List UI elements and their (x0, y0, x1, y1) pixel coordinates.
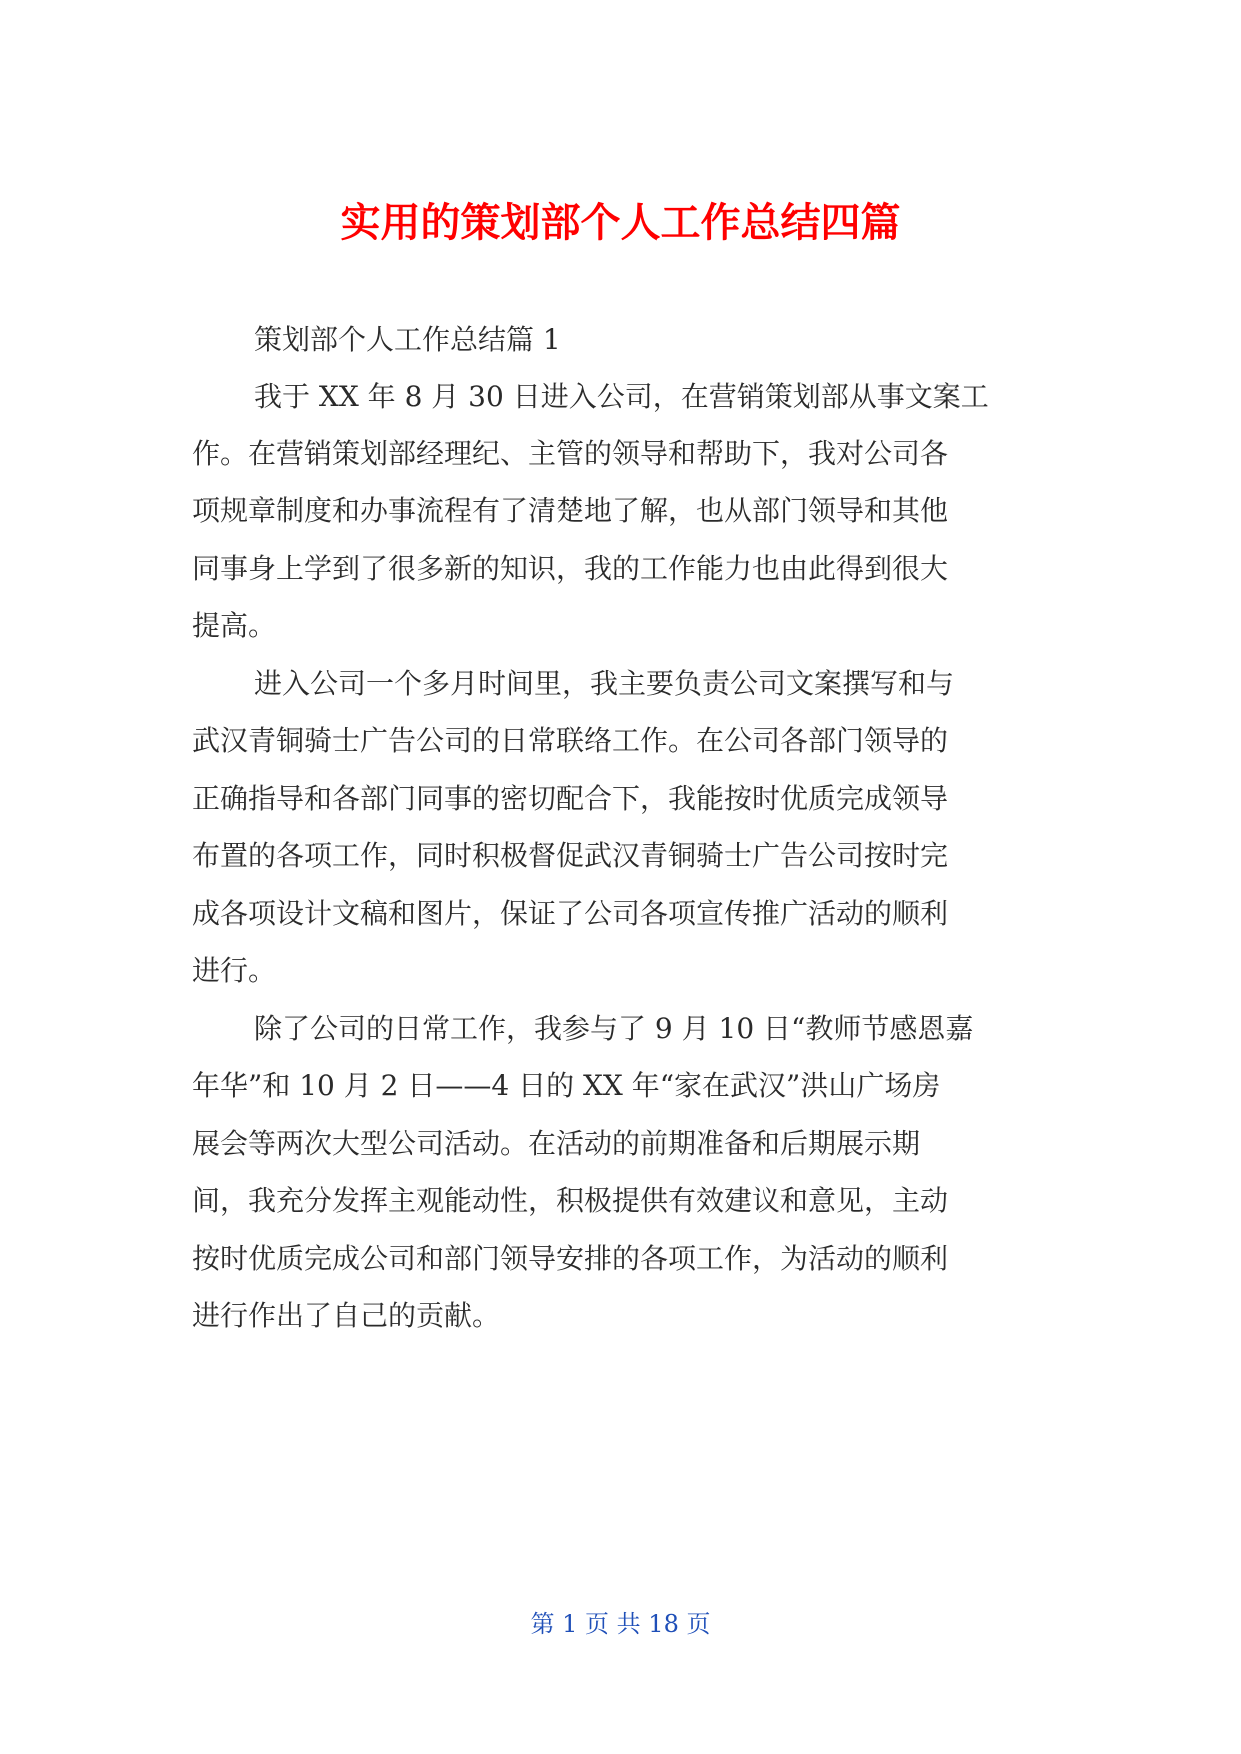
section-heading: 策划部个人工作总结篇 1 (254, 323, 561, 356)
paragraph-3-line-2: 年华”和 10 月 2 日——4 日的 XX 年“家在武汉”洪山广场房 (192, 1069, 941, 1102)
paragraph-1-line-1: 我于 XX 年 8 月 30 日进入公司，在营销策划部从事文案工 (254, 380, 989, 413)
paragraph-1-line-4: 同事身上学到了很多新的知识，我的工作能力也由此得到很大 (192, 552, 949, 585)
paragraph-3-line-5: 按时优质完成公司和部门领导安排的各项工作，为活动的顺利 (192, 1242, 949, 1275)
paragraph-3-line-6: 进行作出了自己的贡献。 (192, 1299, 501, 1332)
paragraph-2-line-3: 正确指导和各部门同事的密切配合下，我能按时优质完成领导 (192, 782, 949, 815)
page-number-footer: 第 1 页 共 18 页 (530, 1610, 711, 1638)
paragraph-3-line-3: 展会等两次大型公司活动。在活动的前期准备和后期展示期 (192, 1127, 921, 1160)
paragraph-1-line-2: 作。在营销策划部经理纪、主管的领导和帮助下，我对公司各 (192, 437, 949, 470)
paragraph-2-line-2: 武汉青铜骑士广告公司的日常联络工作。在公司各部门领导的 (192, 724, 949, 757)
paragraph-3-line-4: 间，我充分发挥主观能动性，积极提供有效建议和意见，主动 (192, 1184, 949, 1217)
paragraph-2-line-6: 进行。 (192, 954, 277, 987)
paragraph-2-line-5: 成各项设计文稿和图片，保证了公司各项宣传推广活动的顺利 (192, 897, 949, 930)
paragraph-2-line-4: 布置的各项工作，同时积极督促武汉青铜骑士广告公司按时完 (192, 839, 949, 872)
paragraph-2-line-1: 进入公司一个多月时间里，我主要负责公司文案撰写和与 (254, 667, 955, 700)
paragraph-3-line-1: 除了公司的日常工作，我参与了 9 月 10 日“教师节感恩嘉 (254, 1012, 974, 1045)
paragraph-1-line-5: 提高。 (192, 609, 277, 642)
paragraph-1-line-3: 项规章制度和办事流程有了清楚地了解，也从部门领导和其他 (192, 494, 949, 527)
document-title: 实用的策划部个人工作总结四篇 (340, 200, 901, 246)
